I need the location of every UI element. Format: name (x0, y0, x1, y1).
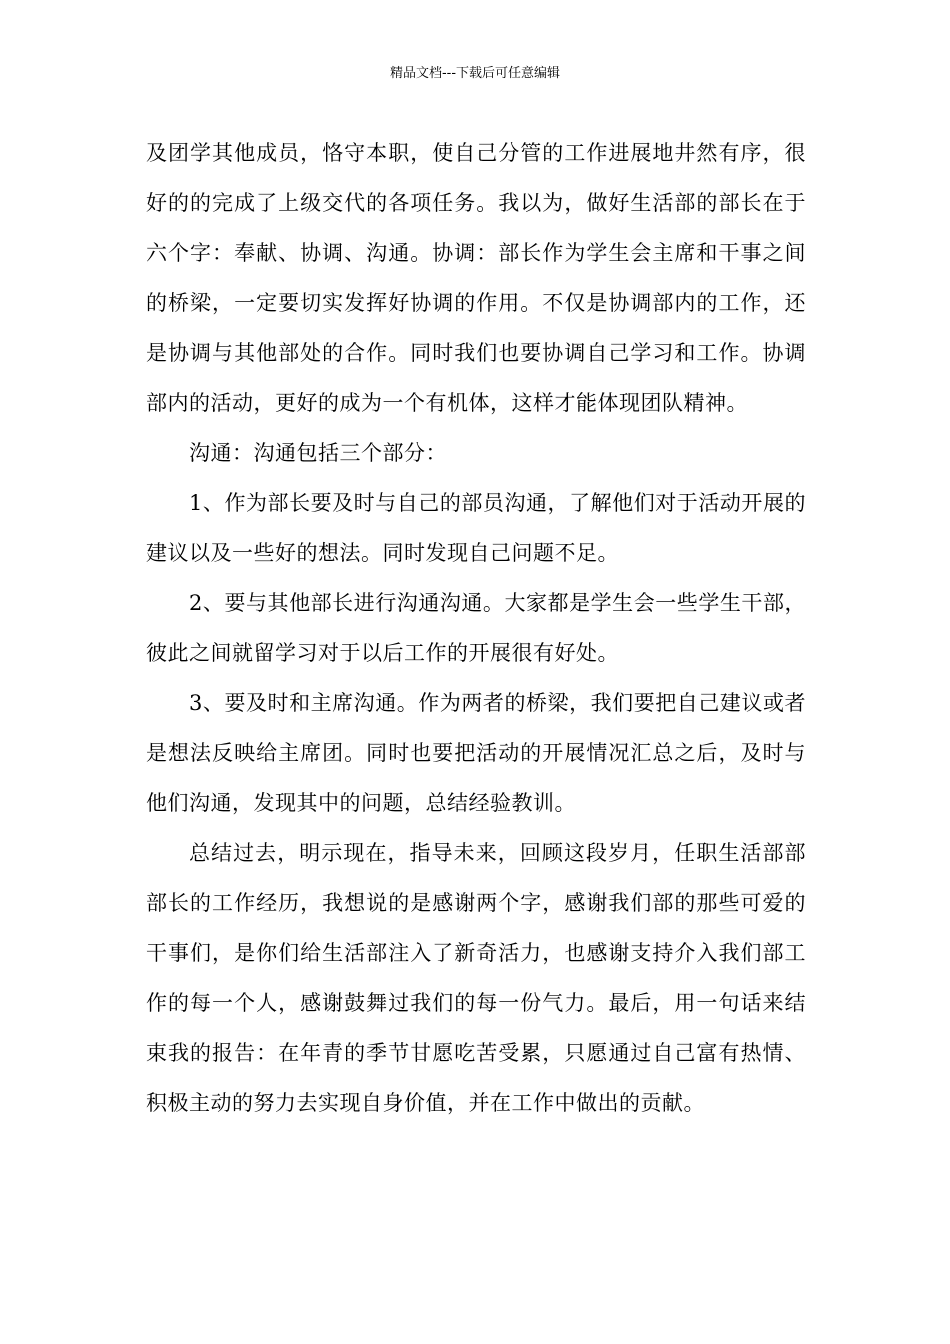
document-body (146, 128, 806, 1128)
paragraph-point-2: 2、要与其他部长进行沟通沟通。大家都是学生会一些学生干部，彼此之间就留学习对于以后工作的开展很有好处。 (146, 591, 806, 665)
page-header: 精品文档---下载后可任意编辑 (389, 66, 561, 81)
paragraph-duties: 及团学其他成员，恪守本职，使自己分管的工作进展地井然有序，很好的的完成了上级交代的各项任务。我以为，做好生活部的部长在于六个字：奉献、协调、沟通。协调：部长作为学生会主席和干事之间的桥梁，一定要切实发挥好协调的作用。不仅是协调部内的工作，还是协调与其他部处的合作。同时我们也要协调自己学习和工作。协调部内的活动，更好的成为一个有机体，这样才能体现团队精神。 (146, 141, 806, 415)
paragraph-conclusion: 总结过去，明示现在，指导未来，回顾这段岁月，任职生活部部部长的工作经历，我想说的是感谢两个字，感谢我们部的那些可爱的干事们，是你们给生活部注入了新奇活力，也感谢支持介入我们部工作的每一个人，感谢鼓舞过我们的每一份气力。最后，用一句话来结束我的报告：在年青的季节甘愿吃苦受累，只愿通过自己富有热情、积极主动的努力去实现自身价值，并在工作中做出的贡献。 (146, 841, 806, 1115)
paragraph-point-3: 3、要及时和主席沟通。作为两者的桥梁，我们要把自己建议或者是想法反映给主席团。同时也要把活动的开展情况汇总之后，及时与他们沟通，发现其中的问题，总结经验教训。 (146, 691, 806, 815)
paragraph-communication-intro: 沟通：沟通包括三个部分： (189, 441, 447, 465)
paragraph-point-1: 1、作为部长要及时与自己的部员沟通，了解他们对于活动开展的建议以及一些好的想法。同时发现自己问题不足。 (146, 491, 806, 565)
